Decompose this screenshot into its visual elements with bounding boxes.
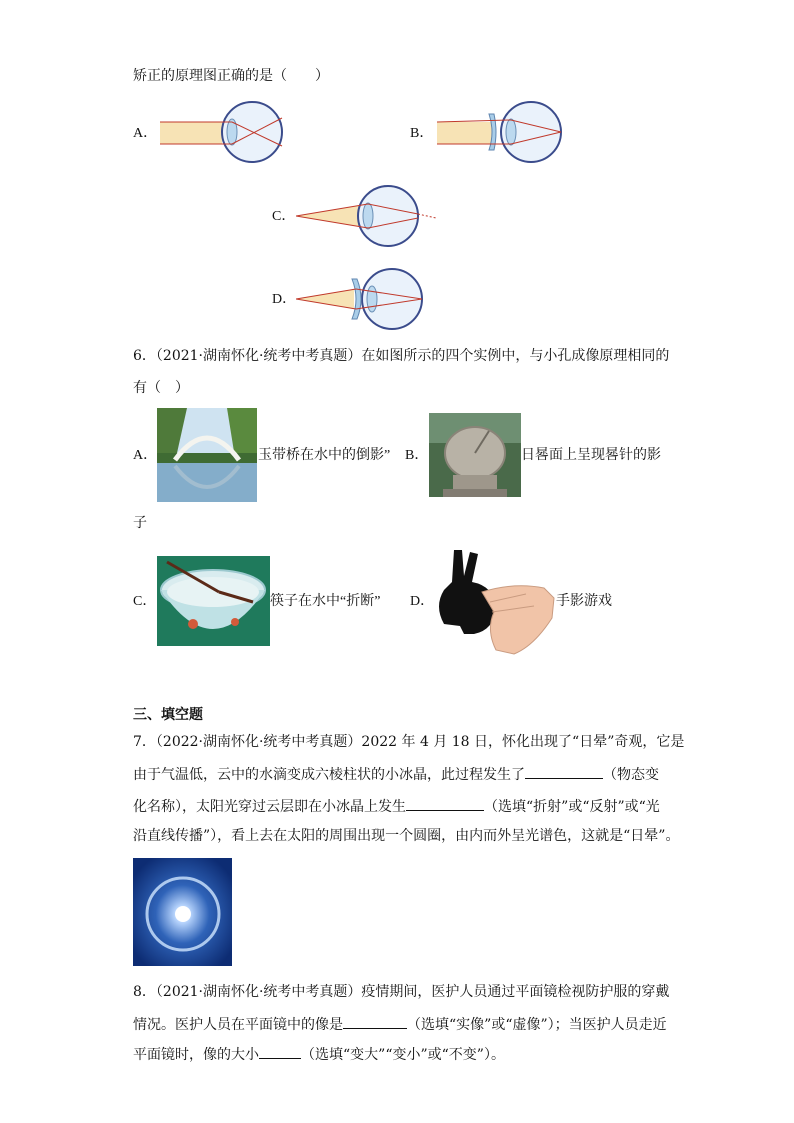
q5-option-a-label: A． [133,126,158,141]
eye-lens [227,119,237,145]
q7-line2-text-b: （物态变 [603,767,659,783]
q5-stem: 矫正的原理图正确的是（ ） [133,68,329,84]
q8-line2-text-b: （选填“实像”或“虚像”）；当医护人员走近 [407,1017,667,1033]
q8-line2 [133,1014,667,1035]
chopsticks-bowl-image [157,556,270,646]
bridge-reflection-image [157,408,257,502]
q7-blank-2[interactable] [406,796,484,811]
q6-option-b-photo-sundial[interactable] [429,413,521,497]
q6-option-d-label: D． [410,594,435,609]
q8-line3-text-a: 平面镜时，像的大小 [133,1047,259,1063]
q7-photo-sun-halo[interactable] [133,858,232,966]
sun-halo-image [133,858,232,966]
q5-option-b-diagram[interactable] [437,100,567,164]
q8-line1: 8．（2021·湖南怀化·统考中考真题）疫情期间，医护人员通过平面镜检视防护服的穿戴 [133,984,670,1000]
q8-line3 [133,1044,505,1065]
q8-line3-text-b: （选填“变大”“变小”或“不变”）。 [301,1047,505,1063]
eye-lens [506,119,516,145]
q6-option-b-text-wrap: 子 [133,516,147,531]
q6-option-c-label: C． [133,594,157,609]
q6-option-a-photo-bridge[interactable] [157,408,257,502]
q6-stem-line1: 6．（2021·湖南怀化·统考中考真题）在如图所示的四个实例中，与小孔成像原理相同的 [133,348,670,364]
hand-shadow-image [434,546,556,656]
q5-option-a-diagram[interactable] [160,100,290,164]
q6-stem-line2: 有（ ） [133,380,189,396]
q5-option-b-label: B． [410,126,434,141]
q7-line2-text-a: 由于气温低，云中的水滴变成六棱柱状的小冰晶，此过程发生了 [133,767,525,783]
eye-lens [367,286,377,312]
q5-option-d-label: D． [272,292,297,307]
q7-line4: 沿直线传播”），看上去在太阳的周围出现一个圆圈，由内而外呈光谱色，这就是“日晕”。 [133,828,680,844]
q6-option-b-label: B． [405,448,429,463]
q6-option-a-label: A． [133,448,158,463]
q7-line2 [133,764,659,785]
q8-blank-1[interactable] [343,1014,407,1029]
ray-extension [418,214,436,218]
q7-blank-1[interactable] [525,764,603,779]
q7-line3-text-b: （选填“折射”或“反射”或“光 [484,799,660,815]
q6-option-b-text: 日晷面上呈现晷针的影 [521,448,661,463]
q5-option-c-label: C． [272,209,296,224]
q6-option-c-photo-chopsticks[interactable] [157,556,270,646]
q6-option-d-text: 手影游戏 [556,594,612,609]
q7-line3-text-a: 化名称），太阳光穿过云层即在小冰晶上发生 [133,799,406,815]
q6-option-a-text: 玉带桥在水中的倒影” [258,448,391,463]
light-beam [296,289,354,309]
q7-line3 [133,796,660,817]
light-beam [160,122,222,144]
q5-option-c-diagram[interactable] [296,184,438,248]
q6-option-c-text: 筷子在水中“折断” [270,594,381,609]
q8-line2-text-a: 情况。医护人员在平面镜中的像是 [133,1017,343,1033]
ray-top [437,120,511,122]
sundial-image [429,413,521,497]
light-beam [437,122,493,144]
q7-line1: 7．（2022·湖南怀化·统考中考真题）2022 年 4 月 18 日，怀化出现了“日晕”奇观，它是 [133,734,685,750]
eye-lens [363,203,373,229]
section-heading-fill-in-blank: 三、填空题 [133,707,203,723]
q5-option-d-diagram[interactable] [296,267,426,331]
q6-option-d-photo-hand-shadow[interactable] [434,546,556,656]
q8-blank-2[interactable] [259,1044,301,1059]
